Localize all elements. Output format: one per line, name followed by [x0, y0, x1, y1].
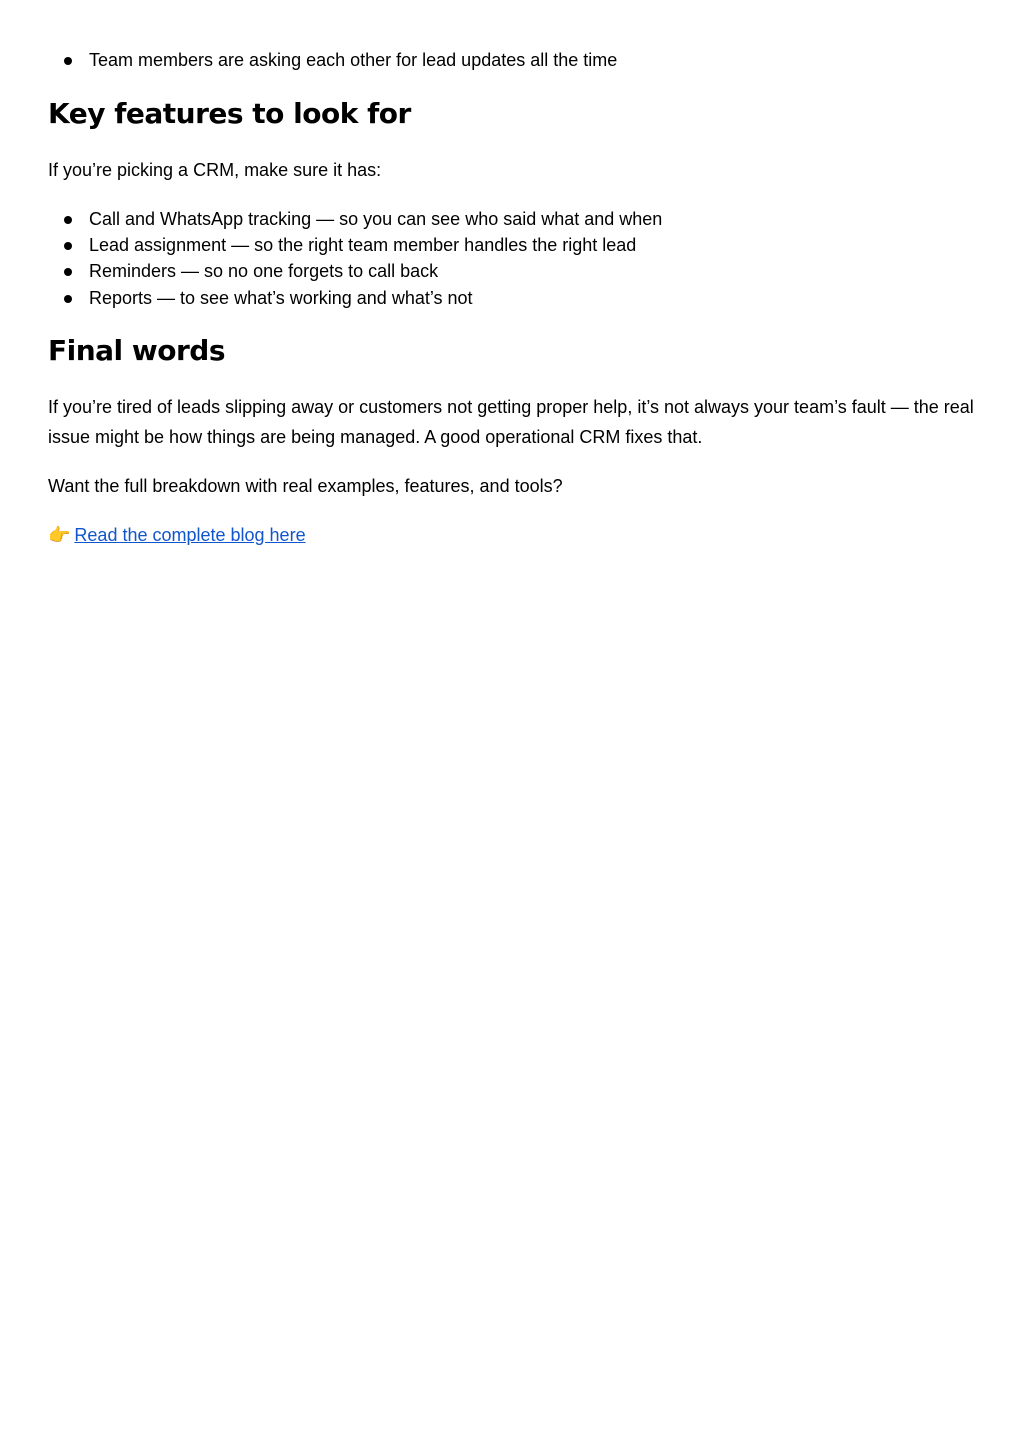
blog-link-line — [48, 520, 306, 550]
pointing-hand-icon: 👉 — [48, 525, 71, 545]
features-bullet-list — [48, 206, 662, 311]
read-blog-link[interactable]: Read the complete blog here — [74, 525, 306, 545]
section-heading-final-words: Final words — [48, 334, 226, 367]
list-item-text: Lead assignment — so the right team member handles the right lead — [89, 235, 637, 256]
list-item-text: Call and WhatsApp tracking — so you can see who said what and when — [89, 209, 663, 229]
list-item-text: Reports — to see what’s working and what’s not — [89, 287, 473, 308]
list-item — [48, 285, 662, 311]
section-heading-key-features: Key features to look for — [48, 97, 411, 130]
features-intro-text: If you’re picking a CRM, make sure it has: — [48, 160, 382, 180]
bullet-icon — [64, 295, 72, 303]
list-item — [48, 206, 662, 232]
final-paragraph: If you’re tired of leads slipping away or customers not getting proper help, it’s not always your team’s fault — the real issue might be how things are being managed. A good operational CRM fixes that. — [48, 397, 974, 447]
bullet-icon — [64, 242, 72, 250]
list-item — [48, 47, 617, 73]
bullet-icon — [64, 57, 72, 65]
bullet-icon — [64, 216, 72, 224]
list-item-text: Team members are asking each other for lead updates all the time — [89, 50, 618, 70]
list-item — [48, 232, 662, 258]
previous-bullet-list — [48, 47, 617, 73]
list-item — [48, 258, 662, 284]
list-item-text: Reminders — so no one forgets to call back — [89, 261, 439, 282]
call-to-action-question: Want the full breakdown with real examples, features, and tools? — [48, 476, 563, 496]
bullet-icon — [64, 268, 72, 276]
